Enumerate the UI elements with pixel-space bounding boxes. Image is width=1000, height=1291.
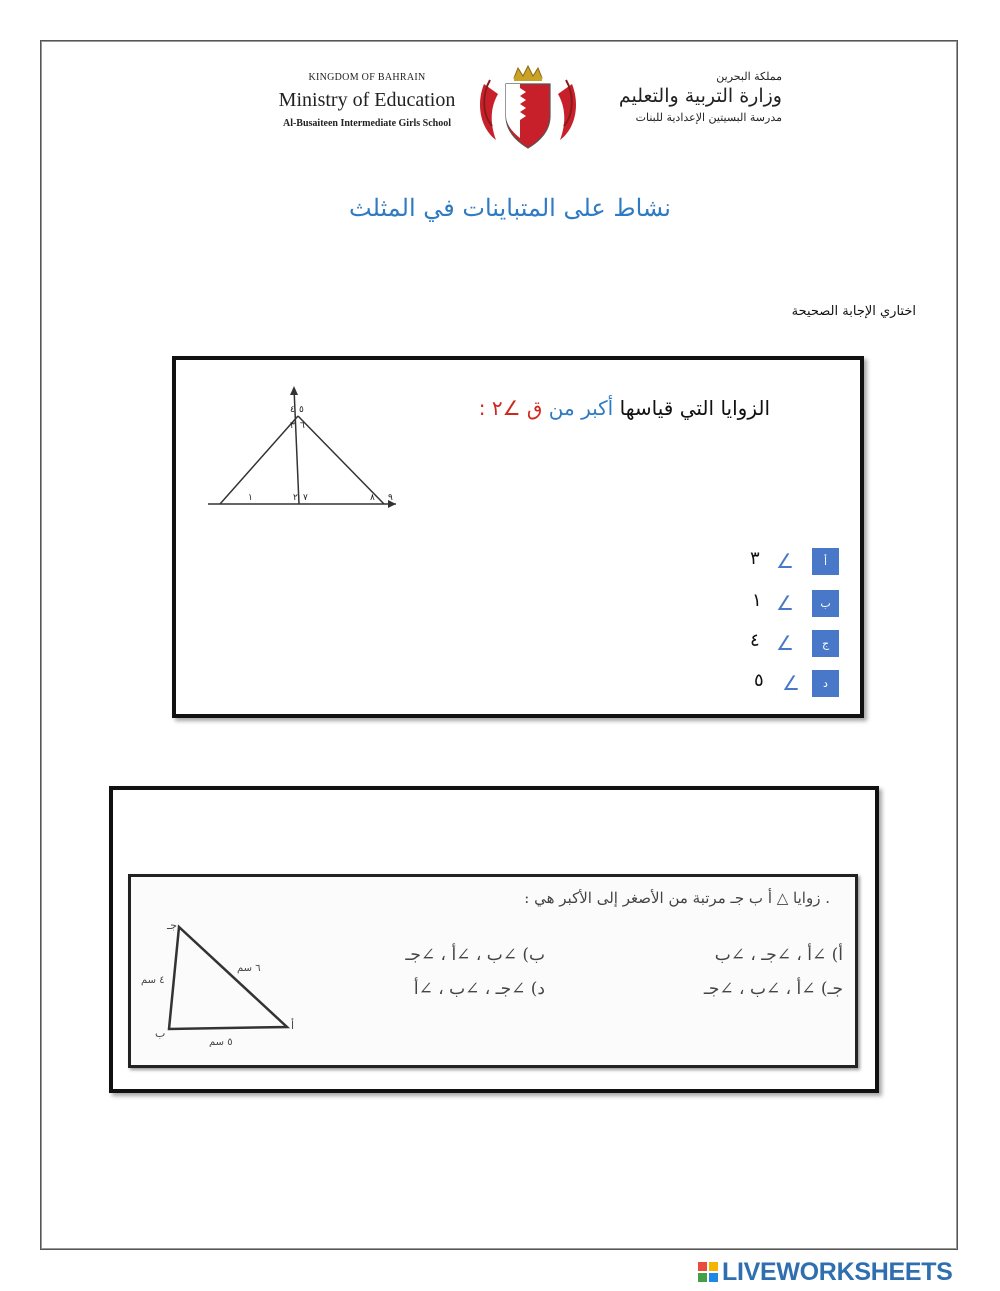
option-value-a: ٣ xyxy=(750,548,760,569)
triangle-figure xyxy=(206,382,406,512)
option-d[interactable] xyxy=(736,670,846,698)
liveworksheets-grid-icon xyxy=(698,1262,718,1282)
cevian-arrow-icon xyxy=(290,386,298,395)
question2-scanned-image xyxy=(128,874,858,1068)
angle-symbol-icon: ∠ xyxy=(782,671,800,695)
header-kingdom-en: KINGDOM OF BAHRAIN xyxy=(308,72,426,83)
question2-prompt: . زوايا △ أ ب جـ مرتبة من الأصغر إلى الأكبر هي : xyxy=(524,889,830,907)
angle-label-3: ٣ xyxy=(290,421,295,431)
option-value-b: ١ xyxy=(752,590,762,611)
header-ministry-ar: وزارة التربية والتعليم xyxy=(618,85,782,107)
vertex-label-ba: ب xyxy=(155,1027,166,1040)
angle-label-2: ٢ xyxy=(293,493,298,503)
triangle-abc xyxy=(169,927,287,1029)
q2-option-d: د) ∠جـ ، ∠ب ، ∠أ xyxy=(413,979,545,999)
prompt-highlight-angle: ق ∠٢ : xyxy=(478,396,543,420)
q2-option-b: ب) ∠ب ، ∠أ ، ∠جـ xyxy=(405,945,545,965)
angle-symbol-icon: ∠ xyxy=(776,549,794,573)
page-title: نشاط على المتباينات في المثلث xyxy=(349,194,671,222)
header-kingdom-ar: مملكة البحرين xyxy=(716,70,782,83)
question1-prompt xyxy=(479,396,770,420)
header-ministry-en: Ministry of Education xyxy=(278,89,456,111)
option-b[interactable] xyxy=(736,590,846,618)
option-badge-a[interactable]: أ xyxy=(812,548,839,575)
header-school-ar: مدرسة البسيتين الإعدادية للبنات xyxy=(635,111,782,124)
right-side xyxy=(298,416,384,504)
header-arabic xyxy=(592,70,782,124)
option-badge-b[interactable]: ب xyxy=(812,590,839,617)
angle-label-7: ٧ xyxy=(303,493,308,503)
prompt-text: الزوايا التي قياسها xyxy=(619,396,770,420)
side-label-left: ٤ سم xyxy=(141,975,165,986)
question2-card xyxy=(109,786,879,1093)
header-school-en: Al-Busaiteen Intermediate Girls School xyxy=(282,118,452,129)
option-badge-d[interactable]: د xyxy=(812,670,839,697)
left-side xyxy=(220,416,298,504)
option-badge-c[interactable]: ج xyxy=(812,630,839,657)
angle-label-1: ١ xyxy=(248,493,253,503)
bahrain-crest-icon xyxy=(476,64,580,150)
angle-symbol-icon: ∠ xyxy=(776,591,794,615)
angle-label-9: ٩ xyxy=(388,493,393,503)
angle-label-5: ٥ xyxy=(299,405,304,415)
angle-symbol-icon: ∠ xyxy=(776,631,794,655)
vertex-label-jeem: جـ xyxy=(167,919,178,932)
triangle-abc-figure xyxy=(141,917,306,1047)
option-value-c: ٤ xyxy=(750,630,760,651)
side-label-top: ٦ سم xyxy=(237,963,261,974)
angle-label-4: ٤ xyxy=(290,405,295,415)
vertex-label-alif: أ xyxy=(291,1019,295,1032)
option-c[interactable] xyxy=(736,630,846,658)
option-value-d: ٥ xyxy=(754,670,764,691)
option-a[interactable] xyxy=(736,548,846,576)
q2-option-a: أ) ∠أ ، ∠جـ ، ∠ب xyxy=(714,945,843,965)
liveworksheets-logo[interactable] xyxy=(698,1258,998,1286)
liveworksheets-wordmark: LIVEWORKSHEETS xyxy=(722,1258,953,1286)
side-label-bottom: ٥ سم xyxy=(209,1037,233,1047)
instruction-text: اختاري الإجابة الصحيحة xyxy=(791,304,916,319)
question1-card xyxy=(172,356,864,718)
angle-label-8: ٨ xyxy=(370,493,375,503)
prompt-highlight-bigger: أكبر من xyxy=(548,396,614,420)
header-english xyxy=(262,72,472,129)
q2-option-c: جـ) ∠أ ، ∠ب ، ∠جـ xyxy=(703,979,843,999)
angle-label-6: ٦ xyxy=(300,421,305,431)
